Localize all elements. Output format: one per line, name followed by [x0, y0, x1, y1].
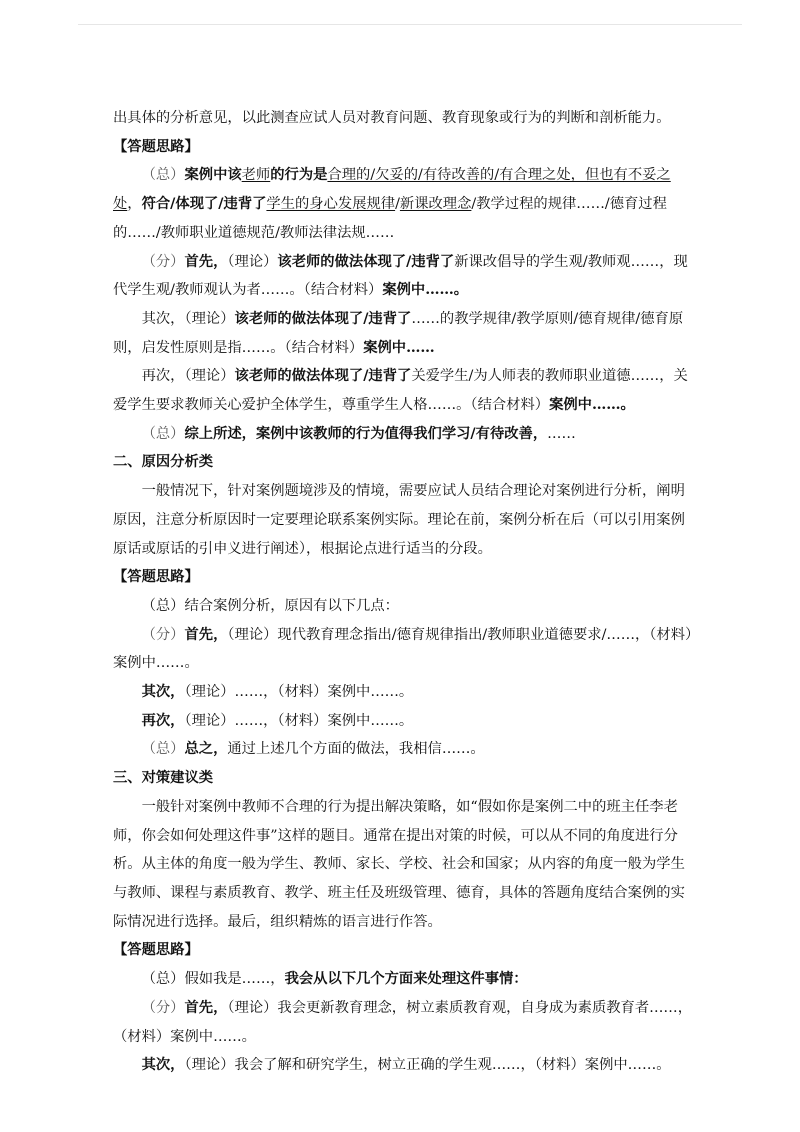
eval-bold-text: 该老师的做法体现了/违背了 [277, 253, 455, 270]
eval-text: 关爱学生/为人师表的教师职业道德……，关爱学生要求教师关心爱护全体学生，尊重学生人格……。（结合材料） [113, 368, 688, 414]
cause-bold-text: 首先， [184, 626, 228, 643]
eval-conclusion-paragraph [113, 420, 696, 449]
eval-first-paragraph [113, 248, 696, 305]
eval-underlined-text: 学生的身心发展规律 [266, 196, 396, 213]
eval-underlined-text: 老师 [241, 167, 271, 184]
strategy-text: （理论）我会更新教育理念，树立素质教育观，自身成为素质教育者……，（材料）案例中……。 [113, 999, 693, 1045]
zong-tag: （总） [141, 167, 185, 184]
cause-bold-text: 总之， [184, 741, 228, 758]
eval-text: （理论） [227, 253, 278, 270]
answer-ideas-heading: 【答题思路】 [113, 138, 199, 155]
cause-description: 一般情况下，针对案例题境涉及的情境，需要应试人员结合理论对案例进行分析，阐明原因，注意分析原因时一定要理论联系案例实际。理论在前，案例分析在后（可以引用案例原话或原话的引申义进行阐述），根据论点进行适当的分段。 [113, 483, 685, 557]
strategy-summary-paragraph [113, 965, 696, 994]
eval-text: / [395, 196, 400, 213]
cause-text: （理论）现代教育理念指出/德育规律指出/教师职业道德要求/……，（材料）案例中……。 [113, 626, 693, 672]
cause-bold-text: 其次， [141, 684, 185, 701]
fen-tag: （分） [141, 999, 185, 1016]
eval-bold-text: 案例中……。 [382, 282, 469, 299]
strategy-text: （理论）我会了解和研究学生，树立正确的学生观……，（材料）案例中……。 [184, 1057, 671, 1074]
cause-bold-text: 再次， [141, 712, 185, 729]
eval-bold-text: 的行为是 [270, 167, 328, 184]
strategy-second-paragraph [113, 1051, 696, 1080]
strategy-first-paragraph [113, 994, 696, 1051]
eval-bold-text: 案例中该 [184, 167, 242, 184]
strategy-section-heading: 三、对策建议类 [113, 770, 214, 787]
cause-summary-paragraph: （总）结合案例分析，原因有以下几点： [141, 597, 399, 614]
zong-tag: （总） [141, 425, 185, 442]
eval-underlined-text: 新课改理念 [399, 196, 472, 213]
eval-bold-text: 案例中……。 [549, 397, 635, 414]
strategy-bold-text: 首先， [184, 999, 228, 1016]
cause-first-paragraph [113, 621, 696, 678]
cause-conclusion-paragraph [113, 735, 696, 764]
eval-second-paragraph [113, 305, 696, 362]
cause-third-paragraph [113, 707, 696, 736]
cause-second-paragraph [113, 678, 696, 707]
document-page [113, 104, 696, 1080]
strategy-description: 一般针对案例中教师不合理的行为提出解决策略，如“假如你是案例二中的班主任李老师，你会如何处理这件事”这样的题目。通常在提出对策的时候，可以从不同的角度进行分析。从主体的角度一般为学生、教师、家长、学校、社会和国家；从内容的角度一般为学生与教师、课程与素质教育、教学、班主任及班级管理、德育，具体的答题角度结合案例的实际情况进行选择。最后，组织精炼的语言进行作答。 [113, 798, 685, 930]
eval-underlined-text: 合理的/欠妥的/有待改善的/有合理之处，但也有不妥之处 [113, 167, 671, 213]
strategy-bold-text: 其次， [141, 1057, 185, 1074]
eval-third-paragraph [113, 362, 696, 419]
eval-text: 新课改倡导的学生观/教师观……，现代学生观/教师观认为者……。（结合材料） [113, 253, 688, 299]
eval-bold-text: 综上所述，案例中该教师的行为值得我们学习/有待改善， [184, 425, 548, 442]
strategy-bold-text: 我会从以下几个方面来处理这件事情： [284, 971, 528, 988]
eval-text: …… [547, 425, 576, 442]
cause-text: （理论）……，（材料）案例中……。 [184, 684, 414, 701]
eval-text: /教学过程的规律……/德育过程的……/教师职业道德规范/教师法律法规…… [113, 196, 667, 241]
eval-text: ， [127, 196, 142, 213]
cause-section-heading: 二、原因分析类 [113, 454, 214, 471]
page-header-rule [78, 14, 742, 25]
fen-tag: （分） [141, 626, 185, 643]
strategy-text: （总）假如我是……， [141, 971, 285, 988]
eval-bold-text: 符合/体现了/违背了 [141, 196, 267, 213]
eval-bold-text: 该老师的做法体现了/违背了 [234, 368, 412, 385]
answer-ideas-heading: 【答题思路】 [113, 942, 199, 959]
eval-summary-paragraph [113, 161, 696, 247]
eval-bold-text: 首先， [184, 253, 228, 270]
eval-text: ……的教学规律/教学原则/德育规律/德育原则，启发性原则是指……。（结合材料） [113, 310, 684, 356]
eval-bold-text: 案例中…… [363, 339, 435, 356]
cause-text: （理论）……，（材料）案例中……。 [184, 712, 414, 729]
eval-text: 再次，（理论） [141, 368, 235, 385]
eval-text: 其次，（理论） [141, 310, 235, 327]
intro-paragraph: 出具体的分析意见，以此测查应试人员对教育问题、教育现象或行为的判断和剖析能力。 [113, 110, 671, 126]
fen-tag: （分） [141, 253, 185, 270]
cause-text: 通过上述几个方面的做法，我相信……。 [227, 741, 485, 758]
eval-bold-text: 该老师的做法体现了/违背了 [234, 310, 412, 327]
zong-tag: （总） [141, 741, 185, 758]
answer-ideas-heading: 【答题思路】 [113, 569, 199, 586]
